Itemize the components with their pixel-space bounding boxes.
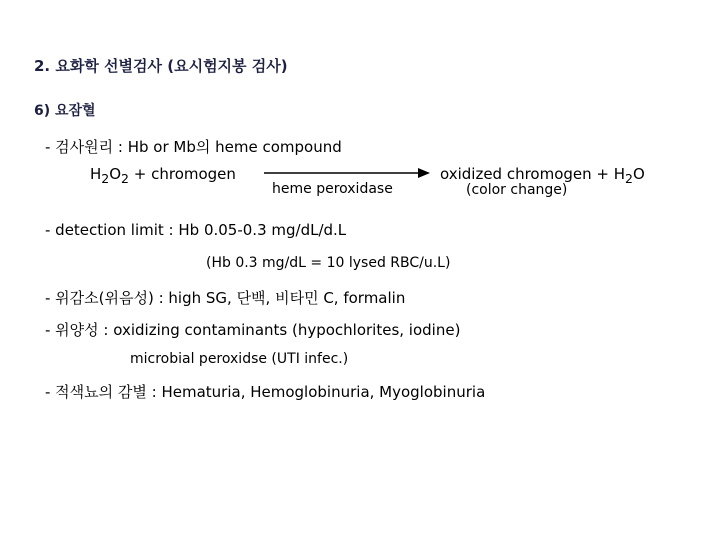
- product-note: (color change): [466, 182, 568, 198]
- principle-line: - 검사원리 : Hb or Mb의 heme compound: [45, 138, 342, 156]
- product-text: oxidized chromogen + H: [440, 165, 626, 183]
- product-sub: 2: [625, 171, 633, 186]
- product-o: O: [633, 165, 645, 183]
- detection-note: (Hb 0.3 mg/dL = 10 lysed RBC/u.L): [206, 255, 451, 271]
- enzyme-label: heme peroxidase: [272, 181, 393, 197]
- slide-title: 2. 요화학 선별검사 (요시험지봉 검사): [34, 57, 288, 75]
- reactant-o: O: [109, 165, 122, 183]
- section-subtitle: 6) 요잠혈: [34, 103, 96, 119]
- reactant-sub-1: 2: [101, 171, 110, 186]
- false-positive-line: - 위양성 : oxidizing contaminants (hypochlorites, iodine): [45, 321, 461, 339]
- reactant-rest: + chromogen: [129, 165, 236, 183]
- reactant-formula: [90, 165, 236, 186]
- false-negative-line: - 위감소(위음성) : high SG, 단백, 비타민 C, formalin: [45, 289, 406, 307]
- false-positive-line-2: microbial peroxidse (UTI infec.): [130, 351, 349, 367]
- reactant-h: H: [90, 165, 102, 183]
- differentiation-line: - 적색뇨의 감별 : Hematuria, Hemoglobinuria, Myoglobinuria: [45, 383, 486, 401]
- reactant-sub-2: 2: [121, 171, 129, 186]
- detection-limit-line: - detection limit : Hb 0.05-0.3 mg/dL/d.L: [45, 221, 347, 239]
- reaction-arrow: [262, 165, 432, 181]
